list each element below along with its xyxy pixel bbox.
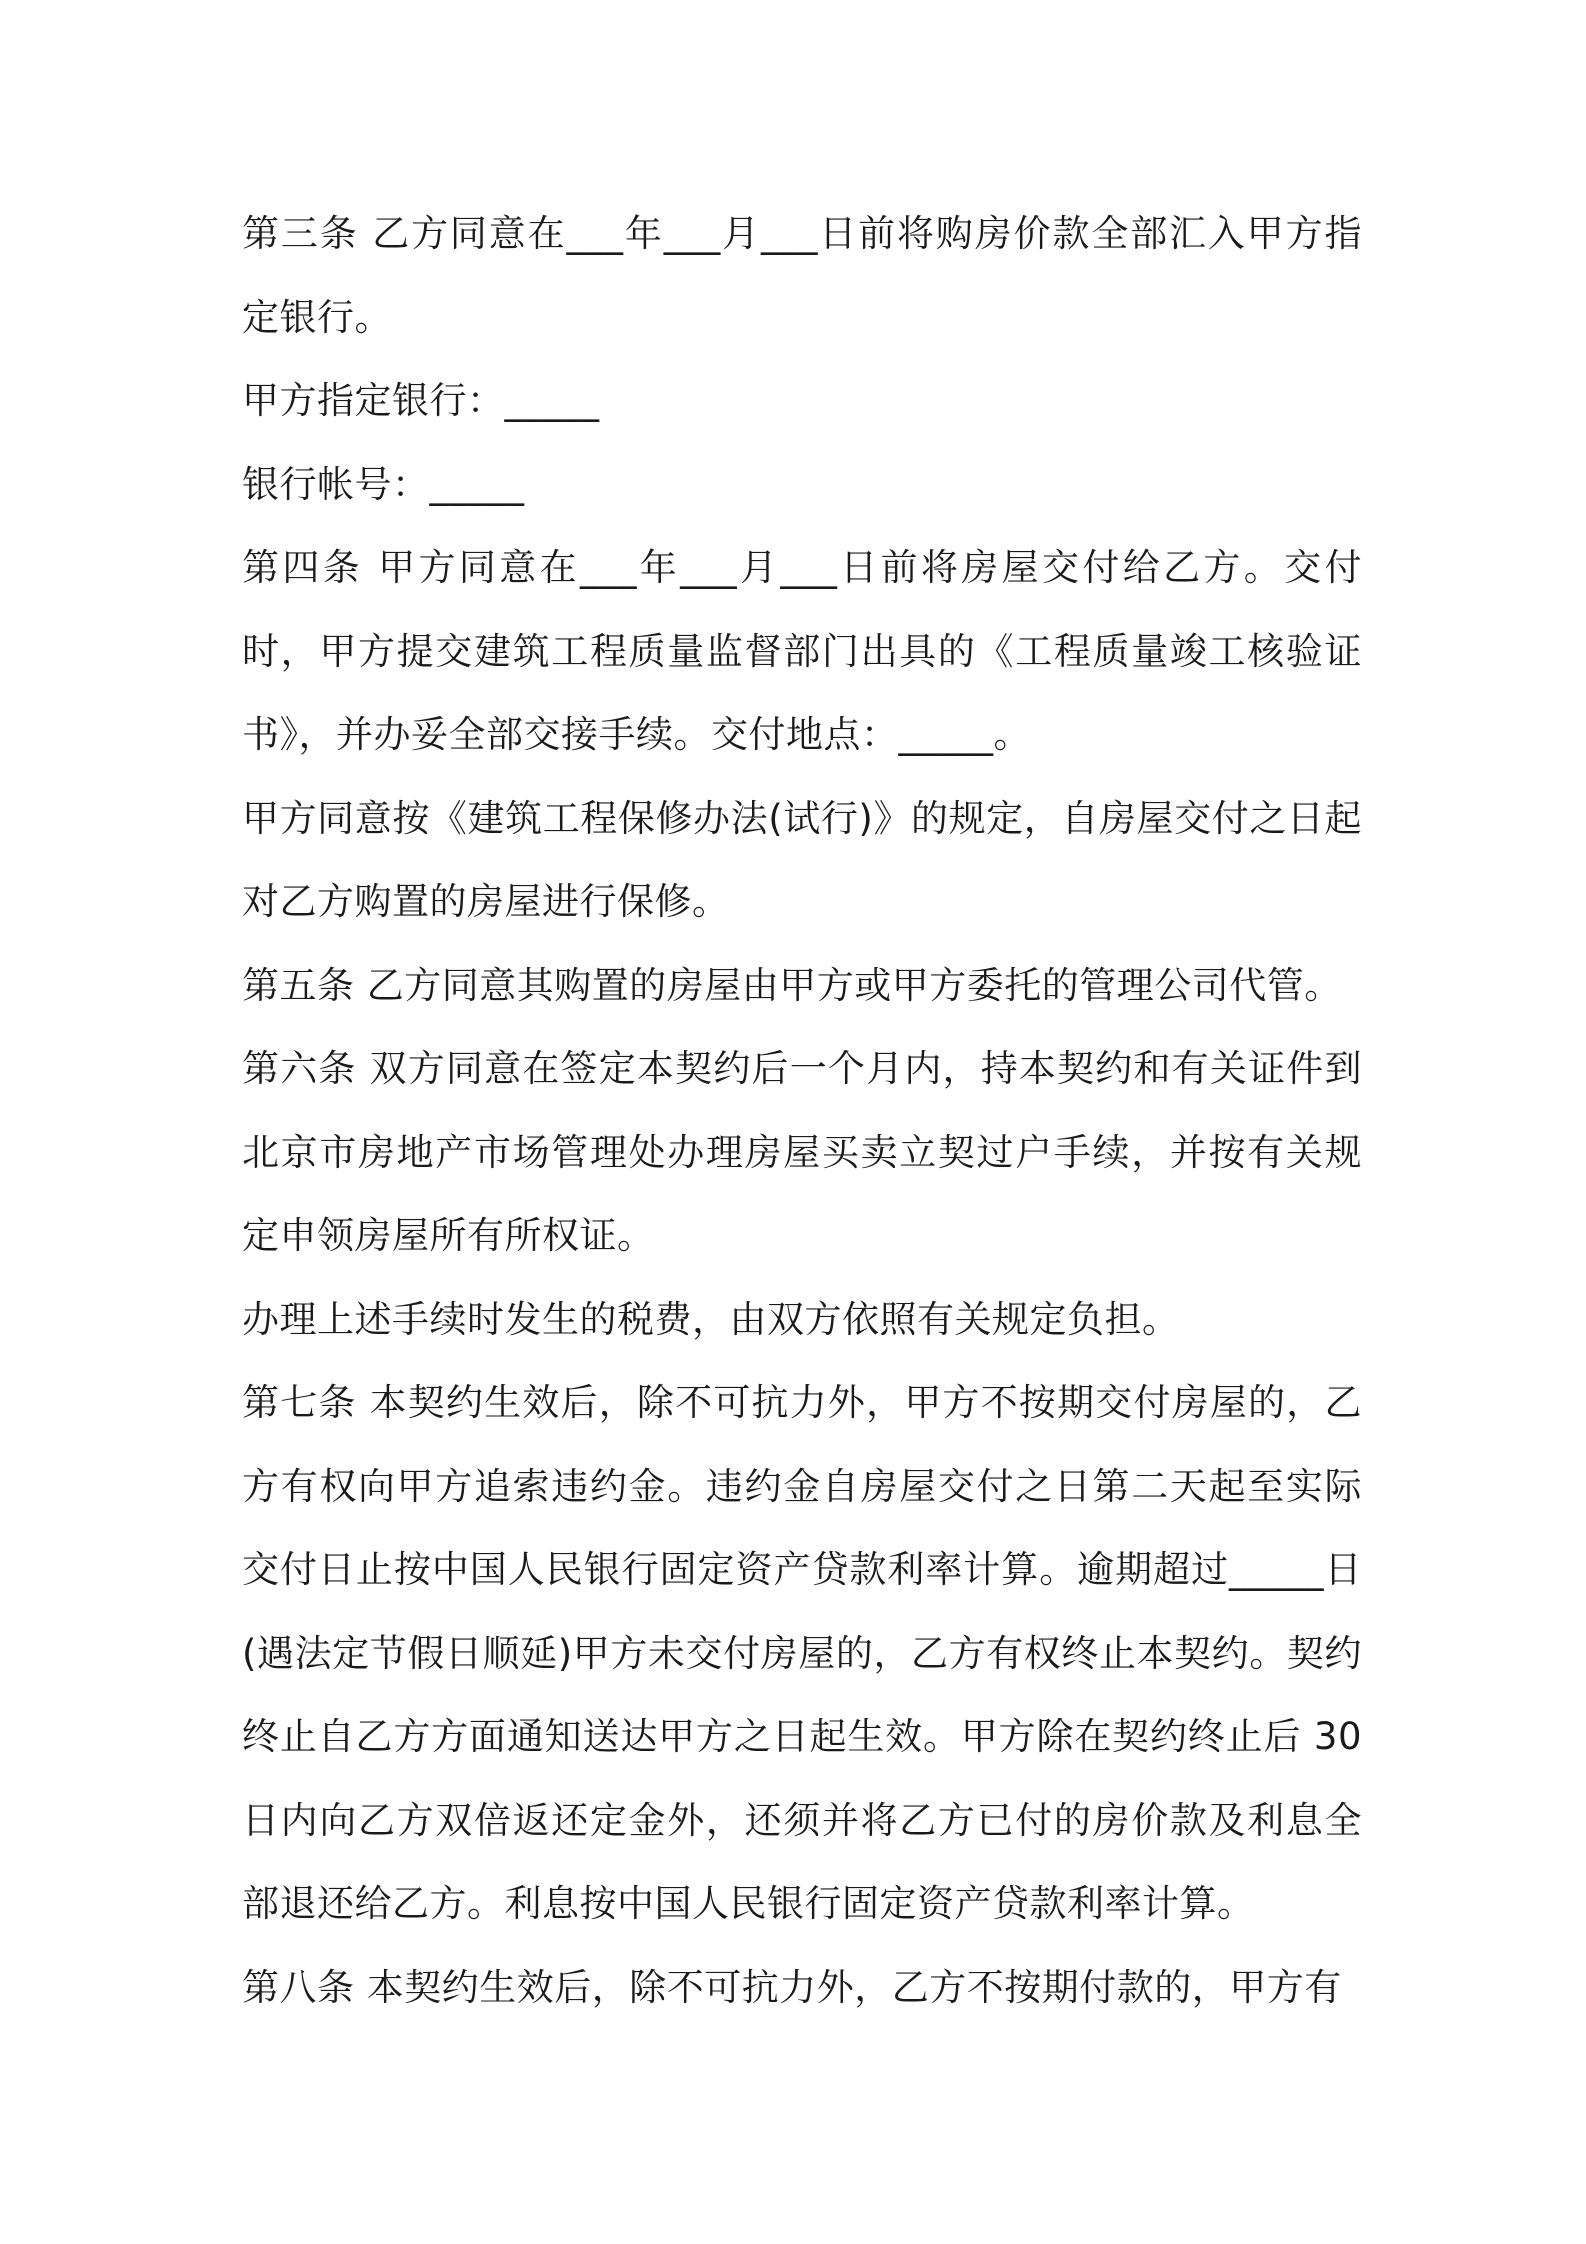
document-body: [242, 192, 1362, 2029]
tax-fee-paragraph: 办理上述手续时发生的税费，由双方依照有关规定负担。: [242, 1297, 1180, 1341]
article-4-paragraph: 第四条 甲方同意在___年___月___日前将房屋交付给乙方。交付时，甲方提交建筑工程质量监督部门出具的《工程质量竣工核验证书》，并办妥全部交接手续。交付地点：_____。: [242, 546, 1362, 756]
article-3-paragraph: 第三条 乙方同意在___年___月___日前将购房价款全部汇入甲方指定银行。: [242, 212, 1362, 339]
warranty-paragraph: 甲方同意按《建筑工程保修办法(试行)》的规定，自房屋交付之日起对乙方购置的房屋进行保修。: [242, 796, 1362, 923]
designated-bank-line: 甲方指定银行：_____: [242, 379, 600, 422]
article-5-paragraph: 第五条 乙方同意其购置的房屋由甲方或甲方委托的管理公司代管。: [242, 963, 1342, 1007]
article-7-paragraph: 第七条 本契约生效后，除不可抗力外，甲方不按期交付房屋的，乙方有权向甲方追索违约金。违约金自房屋交付之日第二天起至实际交付日止按中国人民银行固定资产贷款利率计算。逾期超过_____日(遇法定节假日顺延)甲方未交付房屋的，乙方有权终止本契约。契约终止自乙方方面通知送达甲方之日起生效。甲方除在契约终止后 30 日内向乙方双倍返还定金外，还须并将乙方已付的房价款及利息全部退还给乙方。利息按中国人民银行固定资产贷款利率计算。: [242, 1381, 1362, 1925]
bank-account-line: 银行帐号：_____: [242, 462, 525, 506]
article-8-paragraph: 第八条 本契约生效后，除不可抗力外，乙方不按期付款的，甲方有: [242, 1965, 1342, 2009]
article-6-paragraph: 第六条 双方同意在签定本契约后一个月内，持本契约和有关证件到北京市房地产市场管理处办理房屋买卖立契过户手续，并按有关规定申领房屋所有所权证。: [242, 1047, 1362, 1257]
